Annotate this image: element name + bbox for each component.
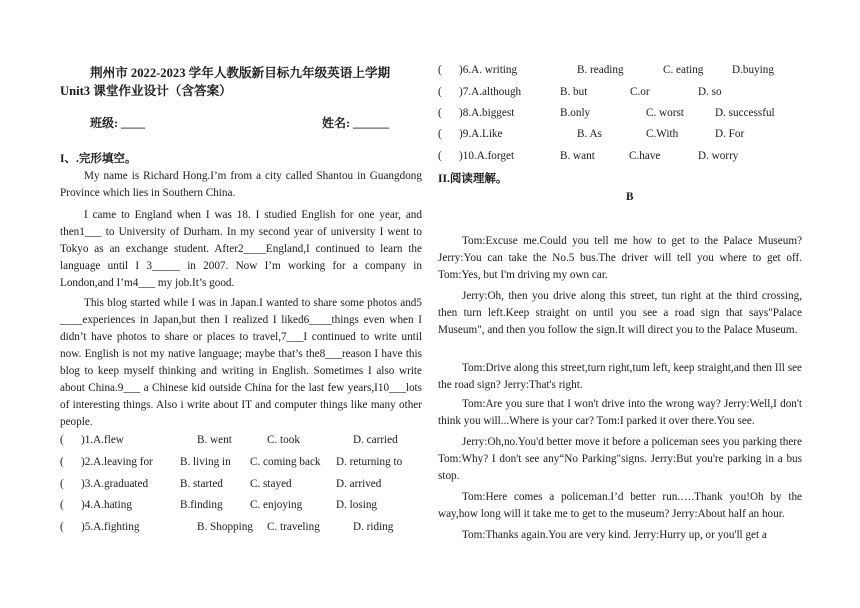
option-d: D. carried	[353, 434, 398, 446]
option-c: C.have	[629, 150, 661, 162]
option-b: B. but	[560, 86, 588, 98]
option-d: D. returning to	[336, 456, 403, 468]
option-row-4	[60, 497, 424, 513]
dialogue-paragraph: Tom:Excuse me.Could you tell me how to get to the Palace Museum? Jerry:You can take the No.5 bus.The driver will tell you where to get off. Tom:Yes, but I'm driving my own car.	[438, 235, 802, 281]
option-row-8	[438, 105, 802, 121]
dialogue-paragraph: Tom:Here comes a policeman.I’d better run.….Thank you!Oh by the way,how long will it take me to get to the museum? Jerry:About half an hour.	[438, 491, 802, 520]
dialogue-paragraph: Jerry:Oh, then you drive along this street, tun right at the third crossing, then turn left.Keep straight on until you see a road sign that says"Palace Museum", and then you follow the sign.It will direct you to the Palace Museum.	[438, 290, 802, 336]
option-b: B. living in	[180, 456, 231, 468]
dialogue-paragraph: Jerry:Oh,no.You'd better move it before a policeman sees you parking there Tom:Why? I don't see any“No Parking"signs. Jerry:But you're parking in a bus stop.	[438, 436, 802, 482]
option-d: D. worry	[698, 150, 739, 162]
option-row-5	[60, 519, 424, 535]
dialogue-paragraph: Tom:Are you sure that I won't drive into the wrong way? Jerry:Well,I don't think you will...Where is your car? Tom:I parked it over there.You see.	[438, 398, 802, 427]
option-c: C. worst	[646, 107, 684, 119]
option-b: B. As	[577, 128, 602, 140]
option-a: )7.A.although	[459, 86, 522, 98]
dialogue-paragraph: Tom:Thanks again.You are very kind. Jerry:Hurry up, or you'll get a	[462, 529, 767, 541]
option-b: B.finding	[180, 499, 223, 511]
passage-paragraph: This blog started while I was in Japan.I wanted to share some photos and5 ____experiences in Japan,but then I realized I liked6____things even when I didn’t have photos to share or places to travel,7___I continued to write until now. English is not my native language; maybe that’s the8___reason I have this blog to keep myself thinking and writing in English. Sometimes I also write about China.9___ a Chinese kid outside China for the last few years,I10___lots of interesting things. Also i write about IT and computer things like many other people.	[60, 297, 422, 428]
name-label: 姓名: ______	[322, 116, 389, 130]
option-a: )6.A. writing	[459, 64, 518, 76]
option-b: B. went	[197, 434, 232, 446]
section-1-heading: I、.完形填空。	[60, 153, 137, 165]
option-row-10	[438, 148, 802, 164]
answer-bracket[interactable]: (	[438, 150, 442, 162]
option-d: D. riding	[353, 521, 394, 533]
section-2-heading: II.阅读理解。	[438, 173, 508, 185]
option-row-7	[438, 84, 802, 100]
answer-bracket[interactable]: (	[60, 521, 64, 533]
title-line-1: 荆州市 2022-2023 学年人教版新目标九年级英语上学期	[90, 66, 391, 80]
option-d: D. losing	[336, 499, 378, 511]
option-c: C. traveling	[267, 521, 320, 533]
option-c: C. stayed	[250, 478, 292, 490]
option-b: B. want	[560, 150, 595, 162]
option-row-1	[60, 432, 424, 448]
option-c: C.or	[630, 86, 650, 98]
answer-bracket[interactable]: (	[60, 478, 64, 490]
option-b: B.only	[560, 107, 591, 119]
answer-bracket[interactable]: (	[438, 107, 442, 119]
answer-bracket[interactable]: (	[438, 86, 442, 98]
option-b: B. reading	[577, 64, 624, 76]
option-a: )5.A.fighting	[81, 521, 140, 533]
document-title	[60, 64, 422, 100]
answer-bracket[interactable]: (	[438, 64, 442, 76]
option-a: )2.A.leaving for	[81, 456, 153, 468]
option-d: D. arrived	[336, 478, 382, 490]
option-d: D. successful	[715, 107, 775, 119]
option-a: )1.A.flew	[81, 434, 124, 446]
option-row-9	[438, 126, 802, 142]
option-b: B. started	[180, 478, 223, 490]
answer-bracket[interactable]: (	[60, 499, 64, 511]
passage-paragraph: I came to England when I was 18. I studied English for one year, and then1___ to University of Durham. In my second year of university I went to Tokyo as an exchange student. After2____England,I continued to learn the language until I 3_____ in 2007. Now I’m working for a company in London,and I’m4___ my job.It’s good.	[60, 209, 422, 289]
option-d: D. For	[715, 128, 745, 140]
part-label: B	[626, 191, 634, 203]
option-a: )3.A.graduated	[81, 478, 149, 490]
option-c: C. enjoying	[250, 499, 303, 511]
title-line-2: Unit3 课堂作业设计（含答案）	[60, 84, 232, 98]
option-a: )9.A.Like	[459, 128, 503, 140]
option-a: )10.A.forget	[459, 150, 515, 162]
option-row-3	[60, 476, 424, 492]
option-a: )8.A.biggest	[459, 107, 515, 119]
option-d: D.buying	[732, 64, 774, 76]
option-a: )4.A.hating	[81, 499, 132, 511]
answer-bracket[interactable]: (	[60, 434, 64, 446]
option-row-2	[60, 454, 424, 470]
dialogue-paragraph: Tom:Drive along this street,turn right,tum left, keep straight,and then Ill see the road sign? Jerry:That's right.	[438, 362, 802, 391]
answer-bracket[interactable]: (	[60, 456, 64, 468]
option-c: C. coming back	[250, 456, 321, 468]
passage-paragraph: My name is Richard Hong.I’m from a city called Shantou in Guangdong Province which lies in Southern China.	[60, 170, 422, 199]
option-c: C. took	[267, 434, 300, 446]
option-c: C. eating	[663, 64, 704, 76]
option-b: B. Shopping	[197, 521, 253, 533]
option-row-6	[438, 62, 802, 78]
class-label: 班级: ____	[90, 116, 145, 130]
option-c: C.With	[646, 128, 679, 140]
answer-bracket[interactable]: (	[438, 128, 442, 140]
option-d: D. so	[698, 86, 722, 98]
